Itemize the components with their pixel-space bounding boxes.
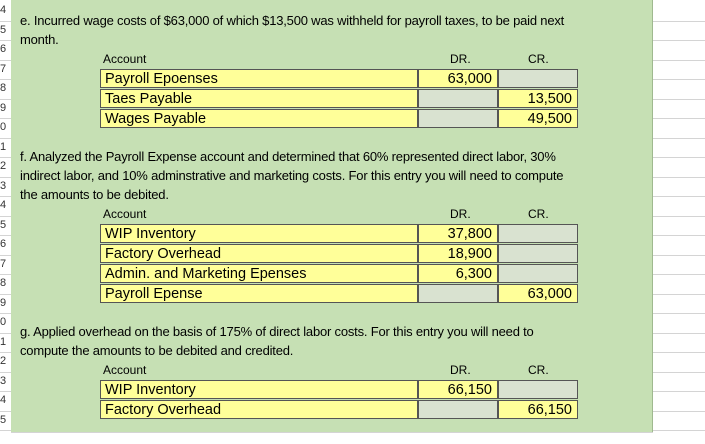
row-number: 1 bbox=[0, 335, 7, 348]
section-e-row-2-dr[interactable] bbox=[418, 89, 498, 108]
grid-line bbox=[653, 274, 705, 275]
row-number: 7 bbox=[0, 257, 7, 270]
section-e-account-header: Account bbox=[103, 52, 147, 66]
section-f-row-3-account[interactable]: Admin. and Marketing Epenses bbox=[100, 264, 418, 283]
row-number: 0 bbox=[0, 316, 7, 329]
section-e-row-3-dr[interactable] bbox=[418, 109, 498, 128]
grid-line bbox=[653, 99, 705, 100]
row-divider bbox=[0, 430, 11, 431]
section-f-row-3-dr[interactable]: 6,300 bbox=[418, 264, 498, 283]
grid-line bbox=[653, 372, 705, 373]
grid-line bbox=[653, 79, 705, 80]
grid-line bbox=[653, 333, 705, 334]
section-g-cr-header: CR. bbox=[528, 363, 549, 377]
section-g-row-1-dr[interactable]: 66,150 bbox=[418, 380, 498, 399]
row-number: 3 bbox=[0, 179, 7, 192]
grid-line bbox=[653, 196, 705, 197]
section-f-row-2-account[interactable]: Factory Overhead bbox=[100, 244, 418, 263]
row-number: 5 bbox=[0, 413, 7, 426]
empty-grid-right bbox=[653, 0, 705, 443]
grid-line bbox=[653, 60, 705, 61]
row-number: 6 bbox=[0, 238, 7, 251]
grid-line bbox=[653, 352, 705, 353]
section-f-line-3: the amounts to be debited. bbox=[20, 187, 169, 202]
section-e-row-1-dr[interactable]: 63,000 bbox=[418, 69, 498, 88]
row-number: 4 bbox=[0, 4, 7, 17]
grid-line bbox=[653, 157, 705, 158]
grid-line bbox=[653, 235, 705, 236]
section-f-row-1-dr[interactable]: 37,800 bbox=[418, 224, 498, 243]
empty-grid-bottom bbox=[11, 432, 653, 444]
section-f-row-3-cr[interactable] bbox=[498, 264, 578, 283]
section-e-row-3-cr[interactable]: 49,500 bbox=[498, 109, 578, 128]
section-f-account-header: Account bbox=[103, 207, 147, 221]
section-f-cr-header: CR. bbox=[528, 207, 549, 221]
row-number: 5 bbox=[0, 23, 7, 36]
section-g-line-2: compute the amounts to be debited and credited. bbox=[20, 343, 294, 358]
grid-line bbox=[653, 40, 705, 41]
section-f-row-4-dr[interactable] bbox=[418, 284, 498, 303]
row-number: 8 bbox=[0, 82, 7, 95]
section-e-row-2-cr[interactable]: 13,500 bbox=[498, 89, 578, 108]
section-g-row-1-cr[interactable] bbox=[498, 380, 578, 399]
row-number: 9 bbox=[0, 296, 7, 309]
grid-line bbox=[653, 118, 705, 119]
grid-line bbox=[653, 391, 705, 392]
section-e-cr-header: CR. bbox=[528, 52, 549, 66]
section-g-row-2-dr[interactable] bbox=[418, 400, 498, 419]
row-number: 6 bbox=[0, 43, 7, 56]
row-number: 5 bbox=[0, 218, 7, 231]
section-e-row-1-account[interactable]: Payroll Epoenses bbox=[100, 69, 418, 88]
section-g-dr-header: DR. bbox=[450, 363, 471, 377]
section-f-row-2-dr[interactable]: 18,900 bbox=[418, 244, 498, 263]
row-number: 3 bbox=[0, 374, 7, 387]
grid-line bbox=[653, 138, 705, 139]
section-e-row-2-account[interactable]: Taes Payable bbox=[100, 89, 418, 108]
row-number: 9 bbox=[0, 101, 7, 114]
row-number: 1 bbox=[0, 140, 7, 153]
row-number: 0 bbox=[0, 121, 7, 134]
section-e-line-2: month. bbox=[20, 32, 59, 47]
grid-line bbox=[653, 216, 705, 217]
section-f-row-1-account[interactable]: WIP Inventory bbox=[100, 224, 418, 243]
section-e-dr-header: DR. bbox=[450, 52, 471, 66]
section-e-row-3-account[interactable]: Wages Payable bbox=[100, 109, 418, 128]
section-g-row-2-account[interactable]: Factory Overhead bbox=[100, 400, 418, 419]
row-number: 4 bbox=[0, 199, 7, 212]
grid-line bbox=[653, 294, 705, 295]
row-number-column bbox=[0, 0, 11, 443]
section-f-row-1-cr[interactable] bbox=[498, 224, 578, 243]
grid-line bbox=[653, 411, 705, 412]
section-f-row-4-cr[interactable]: 63,000 bbox=[498, 284, 578, 303]
section-f-row-4-account[interactable]: Payroll Epense bbox=[100, 284, 418, 303]
section-f-dr-header: DR. bbox=[450, 207, 471, 221]
grid-line bbox=[653, 177, 705, 178]
section-f-line-2: indirect labor, and 10% adminstrative and marketing costs. For this entry you will need to compute bbox=[20, 168, 564, 183]
section-g-row-1-account[interactable]: WIP Inventory bbox=[100, 380, 418, 399]
section-f-line-1: f. Analyzed the Payroll Expense account and determined that 60% represented direct labor, 30% bbox=[20, 149, 556, 164]
row-number: 2 bbox=[0, 160, 7, 173]
section-g-account-header: Account bbox=[103, 363, 147, 377]
row-number: 8 bbox=[0, 277, 7, 290]
row-number: 2 bbox=[0, 355, 7, 368]
grid-line bbox=[653, 313, 705, 314]
section-e-row-1-cr[interactable] bbox=[498, 69, 578, 88]
row-number: 7 bbox=[0, 62, 7, 75]
grid-line bbox=[653, 21, 705, 22]
section-g-row-2-cr[interactable]: 66,150 bbox=[498, 400, 578, 419]
row-number: 4 bbox=[0, 394, 7, 407]
grid-line bbox=[653, 255, 705, 256]
section-g-line-1: g. Applied overhead on the basis of 175% of direct labor costs. For this entry you will need to bbox=[20, 324, 534, 339]
section-e-line-1: e. Incurred wage costs of $63,000 of which $13,500 was withheld for payroll taxes, to be paid next bbox=[20, 13, 565, 28]
grid-line bbox=[653, 430, 705, 431]
section-f-row-2-cr[interactable] bbox=[498, 244, 578, 263]
